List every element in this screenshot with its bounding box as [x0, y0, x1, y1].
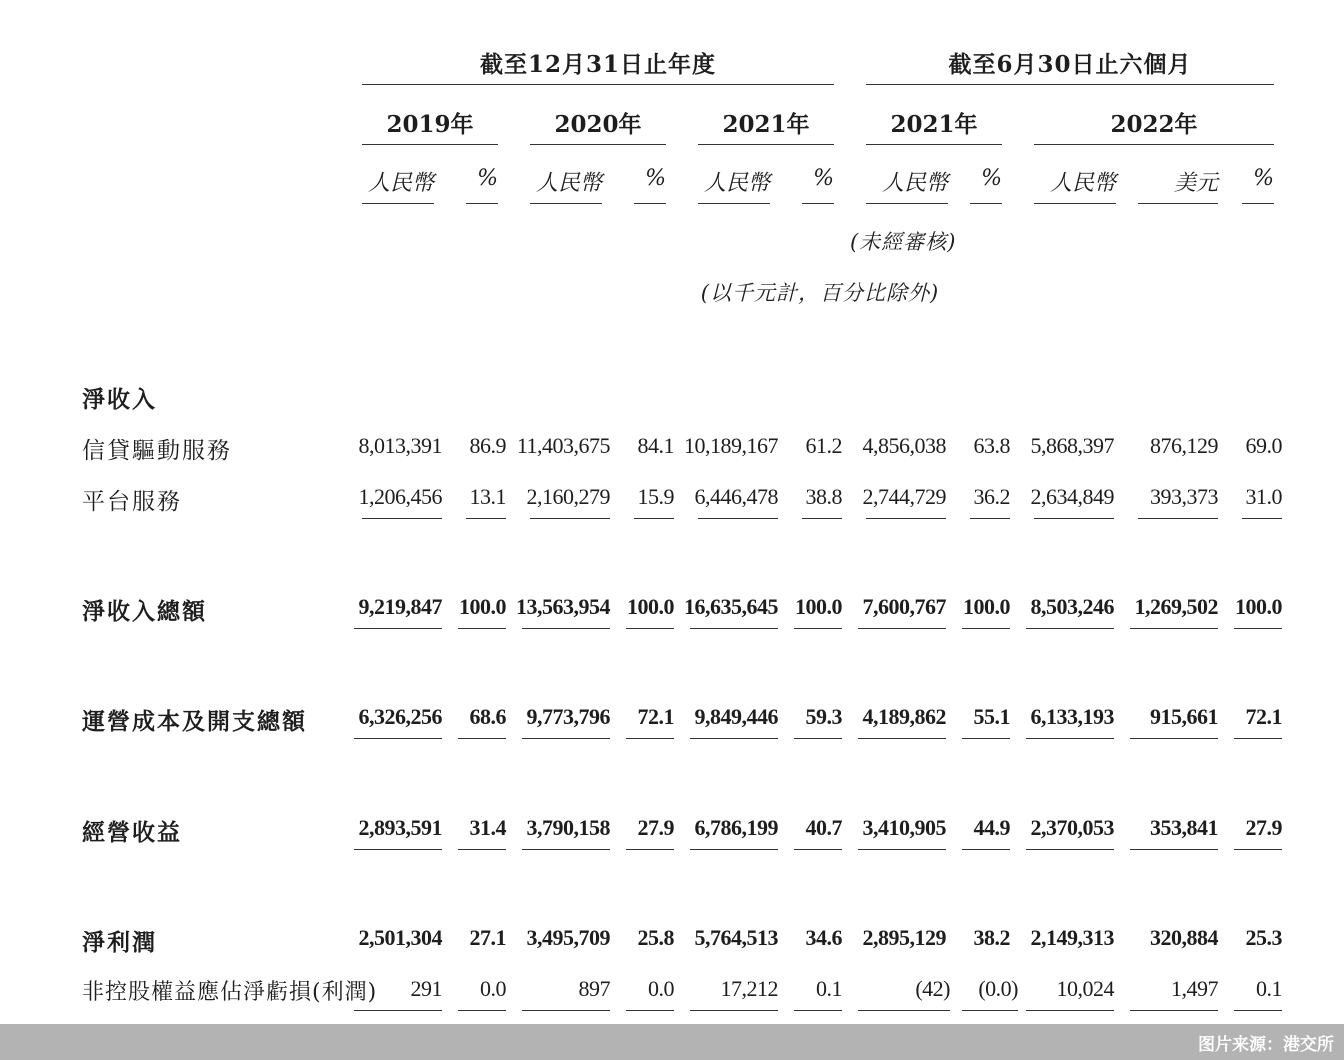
table-cell: 3,410,905	[862, 815, 946, 840]
total-rule	[522, 738, 610, 739]
table-cell: 291	[410, 976, 442, 1001]
total-rule	[522, 628, 610, 629]
total-rule	[1234, 849, 1282, 850]
table-cell: 68.6	[469, 704, 506, 729]
subtotal-rule	[354, 1010, 442, 1011]
currency-underline	[466, 203, 498, 204]
table-cell: 72.1	[637, 704, 674, 729]
total-rule	[354, 738, 442, 739]
total-rule	[522, 849, 610, 850]
table-cell: 353,841	[1150, 815, 1218, 840]
year-header-2020: 2020年	[554, 111, 642, 138]
table-cell: 6,326,256	[358, 704, 442, 729]
subtotal-rule	[858, 1010, 950, 1011]
year-header-2019: 2019年	[386, 111, 474, 138]
table-cell: 0.0	[648, 976, 674, 1001]
table-cell: 5,764,513	[694, 925, 778, 950]
table-cell: 3,790,158	[526, 815, 610, 840]
image-source-text: 图片来源：港交所	[1198, 1035, 1334, 1055]
table-cell: 100.0	[795, 594, 842, 619]
table-cell: 2,634,849	[1030, 484, 1114, 509]
subtotal-rule	[466, 518, 506, 519]
total-rule	[458, 628, 506, 629]
table-cell: 13.1	[469, 484, 506, 509]
table-cell: 63.8	[973, 433, 1010, 458]
currency-header-usd: 美元	[1173, 171, 1218, 196]
table-cell: 8,013,391	[358, 433, 442, 458]
table-cell: 4,856,038	[862, 433, 946, 458]
table-cell: 9,773,796	[526, 704, 610, 729]
currency-underline	[970, 203, 1002, 204]
year-underline	[1034, 144, 1274, 145]
table-cell: 393,373	[1150, 484, 1218, 509]
row-label: 淨利潤	[82, 929, 157, 956]
table-cell: 38.8	[805, 484, 842, 509]
total-rule	[690, 738, 778, 739]
group-header-half: 截至6月30日止六個月	[948, 51, 1192, 78]
table-cell: 100.0	[627, 594, 674, 619]
table-cell: 25.3	[1245, 925, 1282, 950]
table-cell: 27.9	[1245, 815, 1282, 840]
total-rule	[1130, 628, 1218, 629]
row-label: 運營成本及開支總額	[82, 708, 307, 735]
table-cell: 1,206,456	[358, 484, 442, 509]
group-header-year-underline	[362, 84, 834, 85]
table-cell: 3,495,709	[526, 925, 610, 950]
currency-underline	[362, 203, 434, 204]
table-cell: 0.0	[480, 976, 506, 1001]
image-source-footer	[0, 1024, 1344, 1060]
row-label: 非控股權益應佔淨虧損(利潤)	[82, 980, 378, 1005]
total-rule	[794, 849, 842, 850]
table-cell: 915,661	[1150, 704, 1218, 729]
table-cell: 27.9	[637, 815, 674, 840]
currency-underline	[866, 203, 948, 204]
currency-underline	[1242, 203, 1274, 204]
total-rule	[962, 738, 1010, 739]
table-cell: 55.1	[973, 704, 1010, 729]
currency-header-rmb: 人民幣	[535, 171, 602, 196]
table-cell: 9,219,847	[358, 594, 442, 619]
year-header-2021-half: 2021年	[890, 111, 978, 138]
subtotal-rule	[634, 518, 674, 519]
subtotal-rule	[530, 518, 610, 519]
total-rule	[794, 738, 842, 739]
percent-header: %	[981, 166, 1002, 191]
currency-header-rmb: 人民幣	[1049, 171, 1116, 196]
table-cell: 61.2	[805, 433, 842, 458]
table-cell: 7,600,767	[862, 594, 946, 619]
table-cell: 2,893,591	[358, 815, 442, 840]
table-cell: 0.1	[1256, 976, 1282, 1001]
currency-underline	[802, 203, 834, 204]
row-label: 平台服務	[82, 489, 182, 515]
table-cell: 0.1	[816, 976, 842, 1001]
subtotal-rule	[626, 1010, 674, 1011]
total-rule	[1130, 849, 1218, 850]
percent-header: %	[1253, 166, 1274, 191]
total-rule	[1026, 849, 1114, 850]
row-label: 信貸驅動服務	[82, 438, 232, 464]
currency-underline	[530, 203, 602, 204]
subtotal-rule	[1234, 1010, 1282, 1011]
year-header-2022-half: 2022年	[1110, 111, 1198, 138]
table-cell: 15.9	[637, 484, 674, 509]
section-label-net-revenue: 淨收入	[82, 386, 157, 413]
subtotal-rule	[962, 1010, 1018, 1011]
table-cell: 897	[578, 976, 610, 1001]
currency-underline	[1034, 203, 1116, 204]
table-cell: 13,563,954	[516, 594, 610, 619]
subtotal-rule	[458, 1010, 506, 1011]
subtotal-rule	[690, 1010, 778, 1011]
total-rule	[626, 849, 674, 850]
subtotal-rule	[698, 518, 778, 519]
total-rule	[626, 628, 674, 629]
total-rule	[962, 849, 1010, 850]
total-rule	[962, 628, 1010, 629]
currency-underline	[698, 203, 770, 204]
table-cell: 100.0	[963, 594, 1010, 619]
total-rule	[1026, 628, 1114, 629]
table-cell: 2,895,129	[862, 925, 946, 950]
year-underline	[866, 144, 1002, 145]
year-underline	[362, 144, 498, 145]
table-cell: 17,212	[720, 976, 778, 1001]
total-rule	[1130, 738, 1218, 739]
table-cell: 2,744,729	[862, 484, 946, 509]
table-cell: (42)	[915, 976, 950, 1001]
percent-header: %	[477, 166, 498, 191]
currency-underline	[634, 203, 666, 204]
table-cell: 2,160,279	[526, 484, 610, 509]
table-cell: 2,370,053	[1030, 815, 1114, 840]
year-header-2021: 2021年	[722, 111, 810, 138]
table-cell: 31.4	[469, 815, 506, 840]
subtotal-rule	[1242, 518, 1282, 519]
table-cell: 10,024	[1056, 976, 1114, 1001]
percent-header: %	[813, 166, 834, 191]
subtotal-rule	[1130, 1010, 1218, 1011]
subtotal-rule	[362, 518, 442, 519]
unit-note: (以千元計，百分比除外)	[700, 281, 940, 305]
table-cell: 84.1	[637, 433, 674, 458]
table-cell: 6,786,199	[694, 815, 778, 840]
total-rule	[458, 738, 506, 739]
table-cell: 40.7	[805, 815, 842, 840]
table-cell: 100.0	[459, 594, 506, 619]
table-cell: 16,635,645	[684, 594, 778, 619]
total-rule	[354, 849, 442, 850]
subtotal-rule	[1034, 518, 1114, 519]
table-cell: 1,269,502	[1134, 594, 1218, 619]
row-label: 經營收益	[82, 819, 182, 846]
subtotal-rule	[522, 1010, 610, 1011]
subtotal-rule	[794, 1010, 842, 1011]
subtotal-rule	[866, 518, 946, 519]
table-cell: 27.1	[469, 925, 506, 950]
table-cell: 34.6	[805, 925, 842, 950]
table-cell: 59.3	[805, 704, 842, 729]
total-rule	[1026, 738, 1114, 739]
table-cell: 36.2	[973, 484, 1010, 509]
table-cell: (0.0)	[978, 976, 1018, 1001]
total-rule	[858, 849, 946, 850]
subtotal-rule	[970, 518, 1010, 519]
currency-header-rmb: 人民幣	[703, 171, 770, 196]
currency-header-rmb: 人民幣	[367, 171, 434, 196]
table-cell: 8,503,246	[1030, 594, 1114, 619]
year-underline	[530, 144, 666, 145]
subtotal-rule	[1026, 1010, 1114, 1011]
group-header-year: 截至12月31日止年度	[479, 51, 716, 78]
table-cell: 25.8	[637, 925, 674, 950]
unaudited-note: (未經審核)	[850, 230, 957, 254]
table-cell: 9,849,446	[694, 704, 778, 729]
year-underline	[698, 144, 834, 145]
table-cell: 38.2	[973, 925, 1010, 950]
subtotal-rule	[1138, 518, 1218, 519]
currency-header-rmb: 人民幣	[881, 171, 948, 196]
total-rule	[1234, 738, 1282, 739]
table-cell: 320,884	[1150, 925, 1218, 950]
subtotal-rule	[802, 518, 842, 519]
total-rule	[858, 738, 946, 739]
table-cell: 10,189,167	[684, 433, 778, 458]
table-cell: 69.0	[1245, 433, 1282, 458]
total-rule	[794, 628, 842, 629]
total-rule	[626, 738, 674, 739]
table-cell: 5,868,397	[1030, 433, 1114, 458]
table-cell: 1,497	[1171, 976, 1218, 1001]
table-cell: 11,403,675	[516, 433, 610, 458]
table-cell: 31.0	[1245, 484, 1282, 509]
percent-header: %	[645, 166, 666, 191]
row-label: 淨收入總額	[82, 598, 207, 625]
currency-underline	[1138, 203, 1218, 204]
table-cell: 44.9	[973, 815, 1010, 840]
table-cell: 4,189,862	[862, 704, 946, 729]
table-cell: 2,149,313	[1030, 925, 1114, 950]
total-rule	[1234, 628, 1282, 629]
total-rule	[690, 628, 778, 629]
table-cell: 2,501,304	[358, 925, 442, 950]
total-rule	[354, 628, 442, 629]
table-cell: 876,129	[1150, 433, 1218, 458]
total-rule	[690, 849, 778, 850]
table-cell: 72.1	[1245, 704, 1282, 729]
table-cell: 6,133,193	[1030, 704, 1114, 729]
table-cell: 6,446,478	[694, 484, 778, 509]
total-rule	[858, 628, 946, 629]
table-cell: 86.9	[469, 433, 506, 458]
table-cell: 100.0	[1235, 594, 1282, 619]
total-rule	[458, 849, 506, 850]
group-header-half-underline	[866, 84, 1274, 85]
